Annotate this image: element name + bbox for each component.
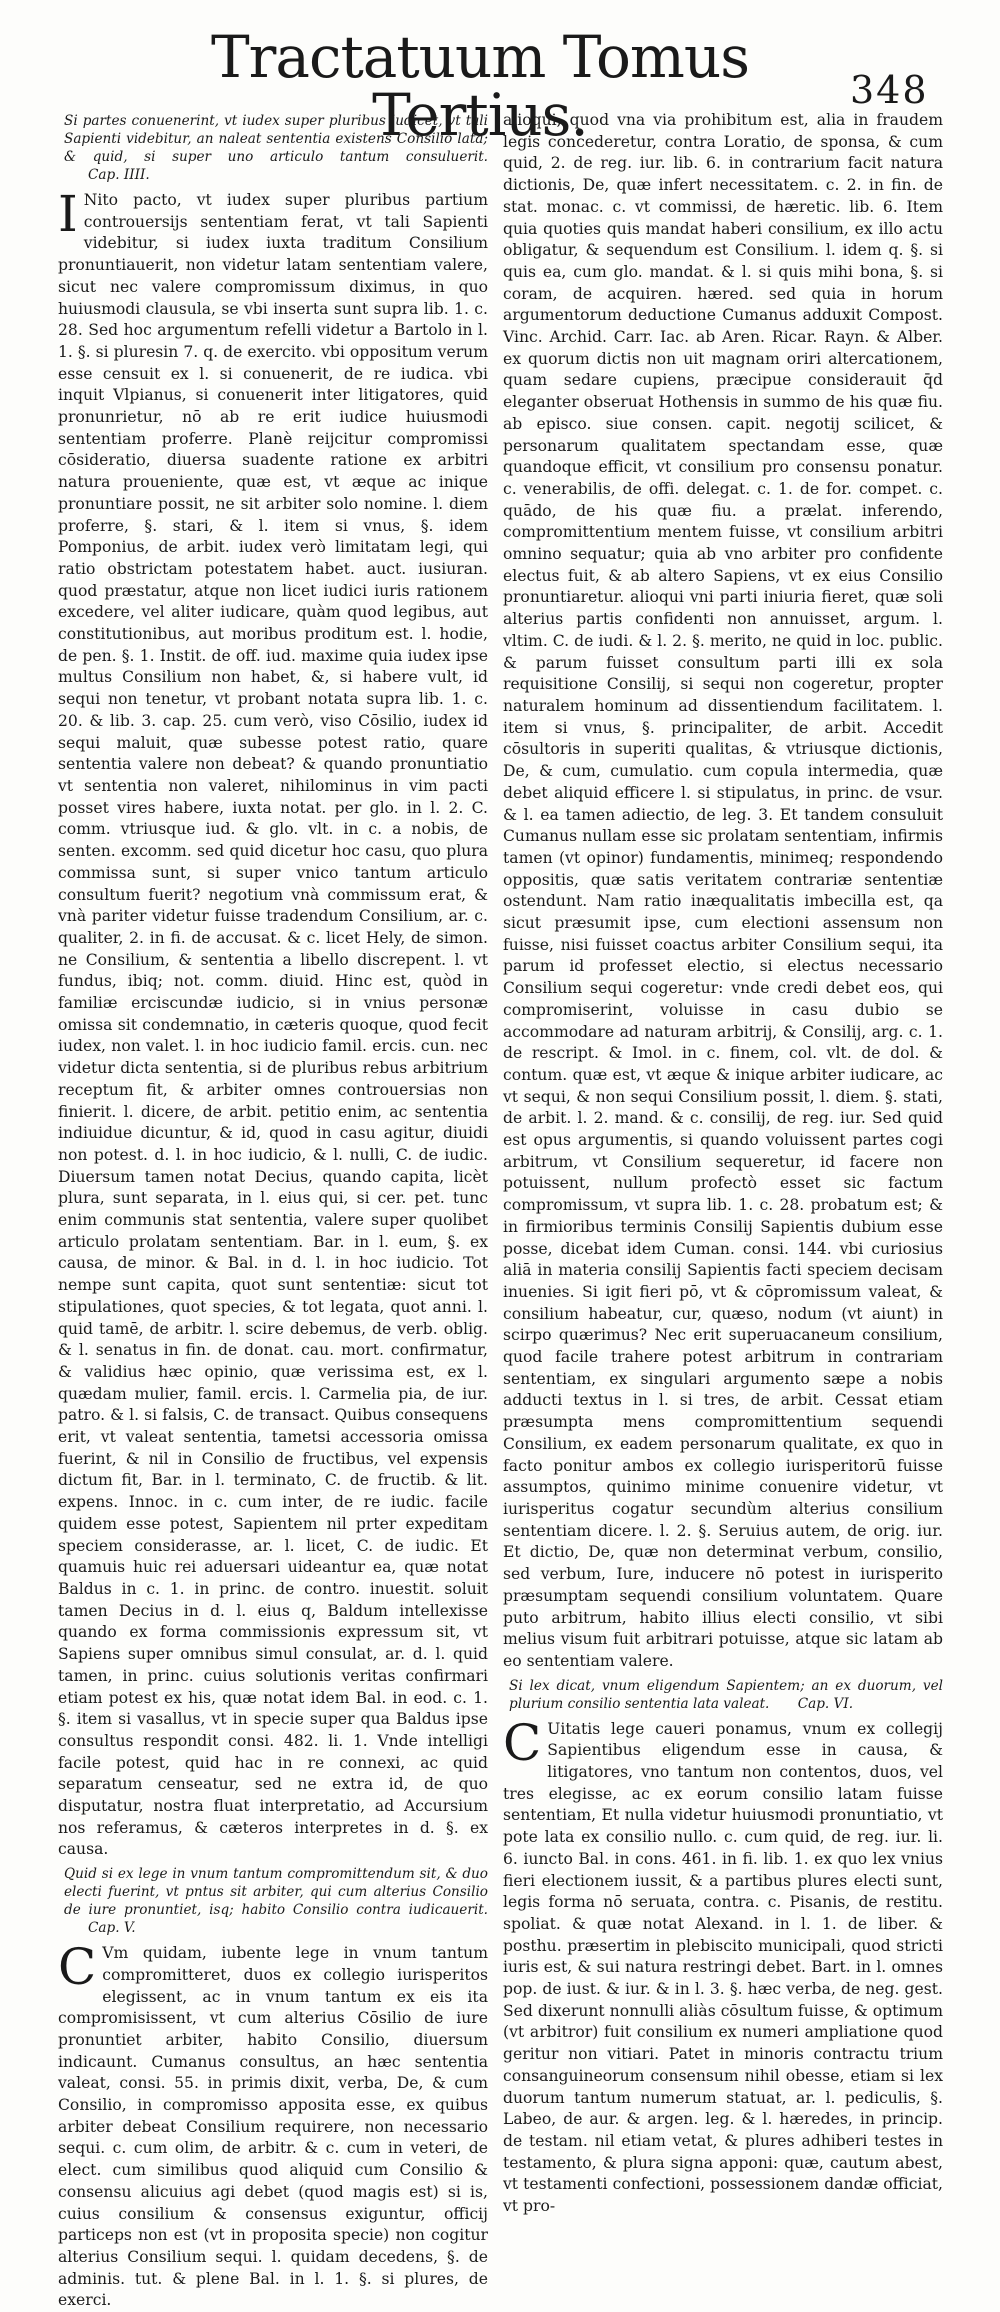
chapter-number: Cap. IIII. <box>88 167 150 183</box>
running-title: Tractatuum Tomus Tertius. <box>210 23 750 149</box>
paragraph-text: Vm quidam, iubente lege in vnum tantum compromitteret, duos ex collegio iurisperitos elegissent, ac in vnum tantum ex eis ita compromisissent, vt cum alterius Cōsilio de iure pronuntiet arbiter, habito Consilio, diuersum indicaunt. Cumanus consultus, an hæc sententia valeat, consi. 55. in primis dixit, verba, De, & cum Consilio, in compromisso apposita esse, ex quibus arbiter debeat Consilium requirere, non necessario sequi. c. cum olim, de arbitr. & c. cum in veteri, de elect. cum similibus quod aliquid cum Consilio & consensu alicuius agi debet (quod magis est) si is, cuius consilium & consensus exiguntur, officij particeps non est (vt in proposita specie) non cogitur alterius Consilium sequi. l. quidam decedens, §. de adminis. tut. & plene Bal. in l. 1. §. si plures, de exerci. <box>58 1944 488 2310</box>
drop-cap: C <box>58 1938 97 1997</box>
paragraph <box>58 185 488 1861</box>
chapter-heading-text: Si partes conuenerint, vt iudex super pluribus iudicet, vt tali Sapienti videbitur, an naleat sententia existens Consilio lata; & quid, si super uno articulo tantum consuluerit. <box>64 113 488 165</box>
chapter-heading-vi <box>503 1677 943 1713</box>
paragraph <box>503 1713 943 2218</box>
chapter-heading-text: Si lex dicat, vnum eligendum Sapientem; an ex duorum, vel plurium consilio sententia lata valeat. <box>509 1677 943 1712</box>
right-column <box>503 110 943 2216</box>
chapter-number: Cap. V. <box>88 1920 136 1937</box>
chapter-number: Cap. VI. <box>797 1695 854 1712</box>
drop-cap: C <box>503 1713 542 1772</box>
chapter-heading-text: Quid si ex lege in vnum tantum compromittendum sit, & duo electi fuerint, vt pntus sit arbiter, qui cum alterius Consilio de iure pronuntiet, isq; habito Consilio contra iudicauerit. <box>64 1866 488 1919</box>
page-number: 348 <box>850 68 929 112</box>
paragraph <box>58 1938 488 2312</box>
drop-cap: I <box>58 185 78 243</box>
paragraph-text: alioqui, quod vna via prohibitum est, alia in fraudem legis concederetur, contra Loratio, de sponsa, & cum quid, 2. de reg. iur. lib. 6. in contrarium facit natura dictionis, De, quæ infert necessitatem. c. 2. in fin. de stat. monac. c. vt commissi, de hæretic. lib. 6. Item quia quoties quis mandat haberi consilium, ex illo actu obligatur, & sequendum est Consilium. l. idem q. §. si quis ea, cum glo. mandat. & l. si quis mihi bona, §. si coram, de acquiren. hæred. sed quia in horum argumentorum deductione Cumanus adduxit Compost. Vinc. Archid. Carr. Iac. ab Aren. Ricar. Rayn. & Alber. ex quorum dictis non uit magnam oriri altercationem, quam sedare cupiens, præcipue considerauit q̄d eleganter obseruat Hothensis in summo de his quæ fiu. ab episco. siue consen. capit. negotij scilicet, & personarum qualitatem spectandam esse, quæ quandoque efficit, vt consilium pro consensu ponatur. c. venerabilis, de offi. delegat. c. 1. de for. compet. c. quādo, de his quæ fiu. a prælat. inferendo, compromittentium mentem fuisse, vt consilium arbitri omnino sequatur; quia ab vno arbiter pro confidente electus fuit, & ab altero Sapiens, vt ex eius Consilio pronuntiaretur. alioqui vni parti iniuria fieret, quæ soli alterius partis confidenti non annuisset, argum. l. vltim. C. de iudi. & l. 2. §. merito, ne quid in loc. public. & parum fuisset consultum parti illi ex sola requisitione Consilij, si sequi non cogeretur, propter naturalem hominum ad dissentiendum facilitatem. l. item si vnus, §. principaliter, de arbit. Accedit cōsultoris in superiti qualitas, & vtriusque dictionis, De, & cum, cumulatio. cum copula intermedia, quæ debet aliquid efficere l. si stipulatus, in princ. de vsur. & l. ea tamen adiectio, de leg. 3. Et tandem consuluit Cumanus nullam esse sic prolatam sententiam, infirmis tamen (vt opinor) fundamentis, minimeq; respondendo oppositis, quæ satis veritatem contrariæ sententiæ ostendunt. Nam ratio inæqualitatis imbecilla est, qa sicut præsumit ipse, cum electioni assensum non fuisse, nisi fuisset coactus arbiter Consilium sequi, ita parum id professet electio, si electus necessario Consilium sequi cogeretur: vnde credi debet eos, qui compromiserint, voluisse in casu dubio se accommodare ad naturam arbitrij, & Consilij, arg. c. 1. de rescript. & Imol. in c. finem, col. vlt. de dol. & contum. quæ est, vt æque & inique arbiter iudicare, ac vt sequi, & non sequi Consilium possit, l. diem. §. stati, de arbit. l. 2. mand. & c. consilij, de reg. iur. Sed quid est opus argumentis, si quando voluissent partes cogi arbitrum, vt Consilium sequeretur, id facere non potuissent, nullum profectò esset sic factum compromissum, vt supra lib. 1. c. 28. probatum est; & in firmioribus terminis Consilij Sapientis dubium esse posse, dicebat idem Cuman. consi. 144. vbi curiosius aliā in materia consilij Sapientis facti speciem decisam inuenies. Si igit fieri pō, vt & cōpromissum valeat, & consilium habeatur, cur, quæso, nodum (vt aiunt) in scirpo quærimus? Nec erit superuacaneum consilium, quod facile trahere potest arbitrum in contrariam sententiam, ex singulari argumento sæpe a nobis adducti textus in l. si tres, de arbit. Cessat etiam præsumpta mens compromittentium sequendi Consilium, ex eadem personarum qualitate, ex quo in facto ponitur ambos ex collegio iurisperitorū fuisse assumptos, quinimo minime conuenire videtur, vt iurisperitus cogatur secundùm alterius consilium sententiam dicere. l. 2. §. Seruius autem, de orig. iur. Et dictio, De, quæ non determinat verbum, consilio, sed verbum, Iure, inducere nō potest in iurisperito præsumptam sequendi consilium voluntatem. Quare puto arbitrum, habito illius electi consilio, vt sibi melius visum fuit arbitrari potuisse, atque sic latam ab eo sententiam valere. <box>503 111 943 1670</box>
paragraph <box>503 110 943 1673</box>
chapter-heading-iv <box>58 112 488 184</box>
paragraph-text: Nito pacto, vt iudex super pluribus partium controuersijs sententiam ferat, vt tali Sapienti videbitur, si iudex iuxta traditum Consilium pronuntiauerit, non videtur latam sententiam valere, sicut nec valere compromissum diximus, in quo huiusmodi clausula, se vbi inserta sunt supra lib. 1. c. 28. Sed hoc argumentum refelli videtur a Bartolo in l. 1. §. si pluresin 7. q. de exercito. vbi oppositum verum esse censuit ex l. si conuenerit, de re iudica. vbi inquit Vlpianus, si conuenerit inter litigatores, quid pronunrietur, nō ab re erit iudice huiusmodi sententiam proferre. Planè reijcitur compromissi cōsideratio, diuersa suadente ratione ex arbitri natura proueniente, quæ est, vt æque ac inique pronuntiare possit, ne sit arbiter solo nomine. l. diem proferre, §. stari, & l. item si vnus, §. idem Pomponius, de arbit. iudex verò limitatam legi, qui ratio obstrictam potestatem habet. auct. iusiuran. quod præstatur, atque non licet iudici iuris rationem excedere, vel aliter iudicare, quàm quod legibus, aut constitutionibus, aut moribus proditum est. l. hodie, de pen. §. 1. Instit. de off. iud. maxime quia iudex ipse multus Consilium non habet, &, si habere vult, id sequi non tenetur, vt probant notata supra lib. 1. c. 20. & lib. 3. cap. 25. cum verò, viso Cōsilio, iudex id sequi maluit, quæ subesse potest ratio, quare sententia valere non debeat? & quando pronuntiatio vt sententia non valeret, nihilominus in vim pacti posset vires habere, iuxta notat. per glo. in l. 2. C. comm. vtriusque iud. & glo. vlt. in c. a nobis, de senten. excomm. sed quid dicetur hoc casu, quo plura commissa sunt, si super vnico tantum articulo consultum fuerit? negotium vnà commissum erat, & vnà pariter videtur fuisse tradendum Consilium, ar. c. qualiter, 2. in fi. de accusat. & c. licet Hely, de simon. ne Consilium, & sententia a libello discrepent. l. vt fundus, ibiq; not. comm. diuid. Hinc est, quòd in familiæ erciscundæ iudicio, si in vnius personæ omissa sit condemnatio, in cæteris quoque, quod fecit iudex, non valet. l. in hoc iudicio famil. ercis. cun. nec videtur dicta sententia, si de pluribus rebus arbitrium receptum fit, & arbiter omnes controuersias non finierit. l. dicere, de arbit. petitio enim, ac sententia indiuidue dicuntur, & id, quod in casu agitur, diuidi non potest. d. l. in hoc iudicio, & l. nulli, C. de iudic. Diuersum tamen notat Decius, quando capita, licèt plura, sunt separata, in l. eius qui, si cer. pet. tunc enim communis stat sententia, valere super quolibet articulo prolatam sententiam. Bar. in l. eum, §. ex causa, de minor. & Bal. in d. l. in hoc iudicio. Tot nempe sunt capita, quot sunt sententiæ: sicut tot stipulationes, quot species, & tot legata, quot anni. l. quid tamē, de arbitr. l. scire debemus, de verb. oblig. & l. senatus in fin. de donat. cau. mort. confirmatur, & validius hæc opinio, quæ verissima est, ex l. quædam mulier, famil. ercis. l. Carmelia pia, de iur. patro. & l. si falsis, C. de transact. Quibus consequens erit, vt valeat sententia, tametsi accessoria omissa fuerint, & nil in Consilio de fructibus, vel expensis dictum fit, Bar. in l. terminato, C. de fructib. & lit. expens. Innoc. in c. cum inter, de re iudic. facile quidem esse potest, Sapientem nil prter expeditam speciem considerasse, ar. l. licet, C. de iudic. Et quamuis huic rei aduersari uideantur ea, quæ notat Baldus in c. 1. in princ. de contro. inuestit. soluit tamen Decius in d. l. eius q, Baldum intellexisse quando ex forma commissionis expressum sit, vt Sapiens super omnibus simul consulat, ar. d. l. quid tamen, in princ. cuius solutionis veritas confirmari etiam potest ex his, quæ notat idem Bal. in eod. c. 1. §. item si vasallus, vt in specie super qua Baldus ipse consultus respondit consi. 482. li. 1. Vnde intelligi facile potest, quid hac in re connexi, ac quid separatum censeatur, sed ne extra id, de quo disputatur, nostra fluat interpretatio, ad Accursium nos referamus, & cæteros interpretes in d. §. ex causa. <box>58 191 488 1859</box>
left-column <box>58 112 488 2310</box>
chapter-heading-v <box>58 1865 488 1937</box>
paragraph-text: Uitatis lege caueri ponamus, vnum ex collegij Sapientibus eligendum esse in causa, & litigatores, vno tantum non contentos, duos, vel tres elegisse, ac ex eorum consilio latam fuisse sententiam, Et nulla videtur huiusmodi pronuntiatio, vt pote lata ex consilio nullo. c. cum quid, de reg. iur. li. 6. iuncto Bal. in cons. 461. in fi. lib. 1. ex quo lex vnius fieri electionem iussit, & a partibus plures electi sunt, legis forma nō seruata, contra. c. Pisanis, de restitu. spoliat. & quæ notat Alexand. in l. 1. de liber. & posthu. præsertim in plebiscito municipali, quod stricti iuris est, & sui natura restringi debet. Bart. in l. omnes pop. de iust. & iur. & in l. 3. §. hæc verba, de neg. gest. Sed dixerunt nonnulli aliàs cōsultum fuisse, & optimum (vt arbitror) fuit consilium ex numeri ampliatione quod geritur non vitiari. Patet in minoris contractu trium consanguineorum consensum nihil obesse, etiam si lex duorum tantum numerum statuat, ar. l. pediculis, §. Labeo, de aur. & argen. leg. & l. hæredes, in princip. de testam. nil etiam vetat, & plures adhiberi testes in testamento, & plura signa apponi: quæ, cautum abest, vt testamenti confectioni, possessionem dandæ officiat, vt pro- <box>503 1719 943 2216</box>
